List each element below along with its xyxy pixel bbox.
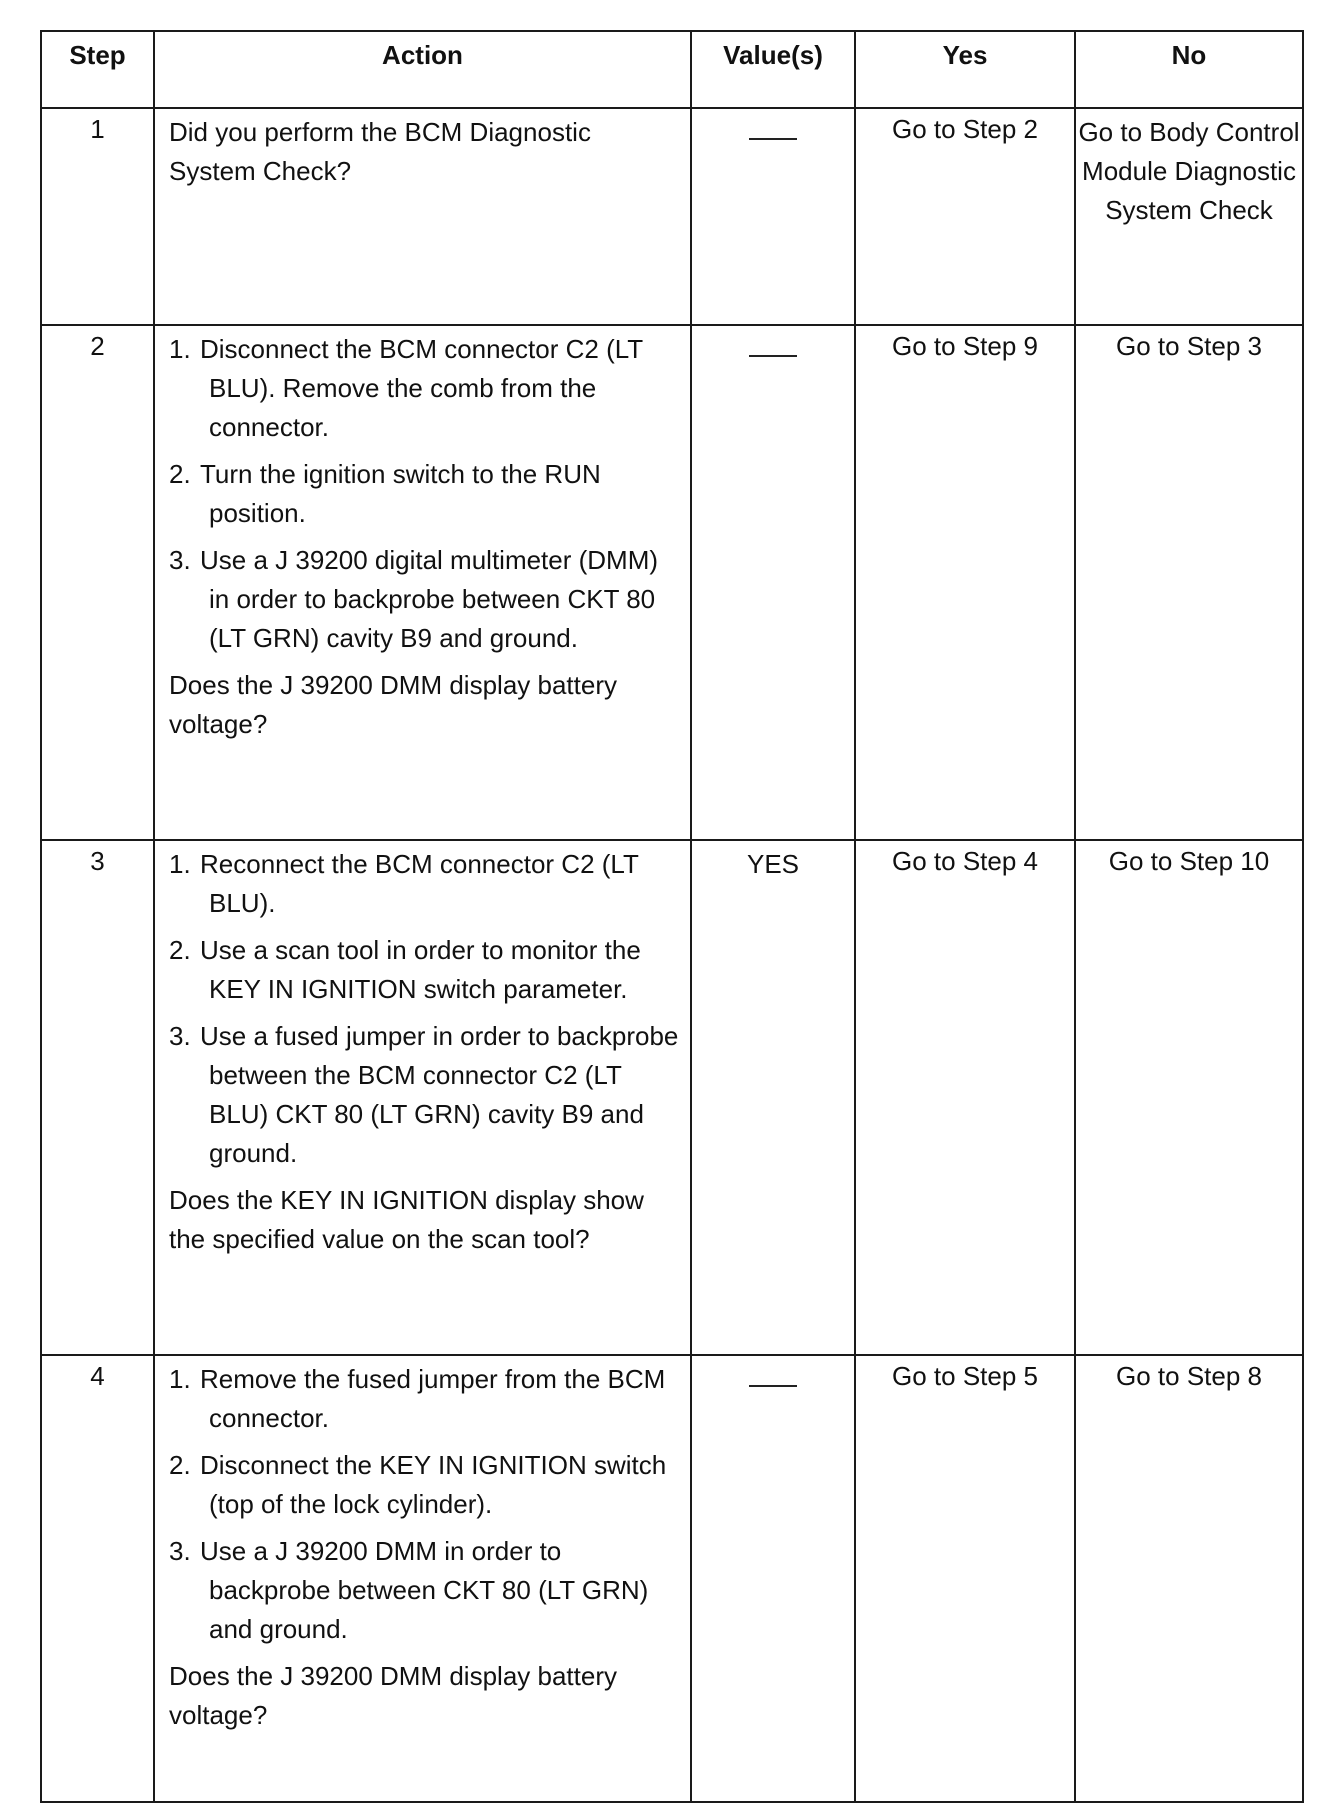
action-step: 1. Remove the fused jumper from the BCM connector. bbox=[169, 1364, 666, 1433]
action-cell bbox=[154, 108, 691, 325]
diagnostic-table-page bbox=[40, 30, 1302, 1730]
yes-result: Go to Step 2 bbox=[855, 108, 1075, 325]
table-row bbox=[41, 1355, 1303, 1802]
action-step: 3. Use a J 39200 digital multimeter (DMM) in order to backprobe between CKT 80 (LT GRN) cavity B9 and ground. bbox=[169, 545, 659, 653]
yes-result: Go to Step 5 bbox=[855, 1355, 1075, 1802]
action-steps bbox=[169, 1360, 680, 1649]
header-yes: Yes bbox=[855, 31, 1075, 108]
action-question: Did you perform the BCM Diagnostic System Check? bbox=[169, 117, 591, 186]
action-step: 1. Reconnect the BCM connector C2 (LT BLU). bbox=[169, 849, 639, 918]
no-value-dash bbox=[749, 138, 797, 140]
table-header-row bbox=[41, 31, 1303, 108]
action-cell bbox=[154, 840, 691, 1355]
action-cell bbox=[154, 1355, 691, 1802]
step-number: 4 bbox=[41, 1355, 154, 1802]
value-cell: YES bbox=[691, 840, 855, 1355]
no-value-dash bbox=[749, 1385, 797, 1387]
header-step: Step bbox=[41, 31, 154, 108]
step-number: 2 bbox=[41, 325, 154, 840]
diagnostic-table bbox=[40, 30, 1304, 1803]
table-row bbox=[41, 108, 1303, 325]
table-row bbox=[41, 325, 1303, 840]
action-step: 1. Disconnect the BCM connector C2 (LT BLU). Remove the comb from the connector. bbox=[169, 334, 643, 442]
no-result: Go to Step 10 bbox=[1075, 840, 1303, 1355]
no-result: Go to Step 3 bbox=[1075, 325, 1303, 840]
action-step: 2. Use a scan tool in order to monitor the KEY IN IGNITION switch parameter. bbox=[169, 935, 641, 1004]
action-step: 2. Turn the ignition switch to the RUN position. bbox=[169, 459, 601, 528]
value-cell bbox=[691, 325, 855, 840]
action-step: 3. Use a fused jumper in order to backprobe between the BCM connector C2 (LT BLU) CKT 80 (LT GRN) cavity B9 and ground. bbox=[169, 1021, 679, 1168]
action-question: Does the J 39200 DMM display battery voltage? bbox=[169, 670, 617, 739]
value-cell bbox=[691, 108, 855, 325]
action-question: Does the J 39200 DMM display battery voltage? bbox=[169, 1661, 617, 1730]
action-question: Does the KEY IN IGNITION display show the specified value on the scan tool? bbox=[169, 1185, 644, 1254]
action-step: 3. Use a J 39200 DMM in order to backprobe between CKT 80 (LT GRN) and ground. bbox=[169, 1536, 649, 1644]
value-cell bbox=[691, 1355, 855, 1802]
header-action: Action bbox=[154, 31, 691, 108]
yes-result: Go to Step 4 bbox=[855, 840, 1075, 1355]
action-steps bbox=[169, 330, 680, 658]
action-steps bbox=[169, 845, 680, 1173]
step-number: 3 bbox=[41, 840, 154, 1355]
header-no: No bbox=[1075, 31, 1303, 108]
action-step: 2. Disconnect the KEY IN IGNITION switch (top of the lock cylinder). bbox=[169, 1450, 667, 1519]
action-cell bbox=[154, 325, 691, 840]
no-result: Go to Step 8 bbox=[1075, 1355, 1303, 1802]
yes-result: Go to Step 9 bbox=[855, 325, 1075, 840]
table-row bbox=[41, 840, 1303, 1355]
header-values: Value(s) bbox=[691, 31, 855, 108]
step-number: 1 bbox=[41, 108, 154, 325]
no-result: Go to Body Control Module Diagnostic System Check bbox=[1075, 108, 1303, 325]
no-value-dash bbox=[749, 355, 797, 357]
